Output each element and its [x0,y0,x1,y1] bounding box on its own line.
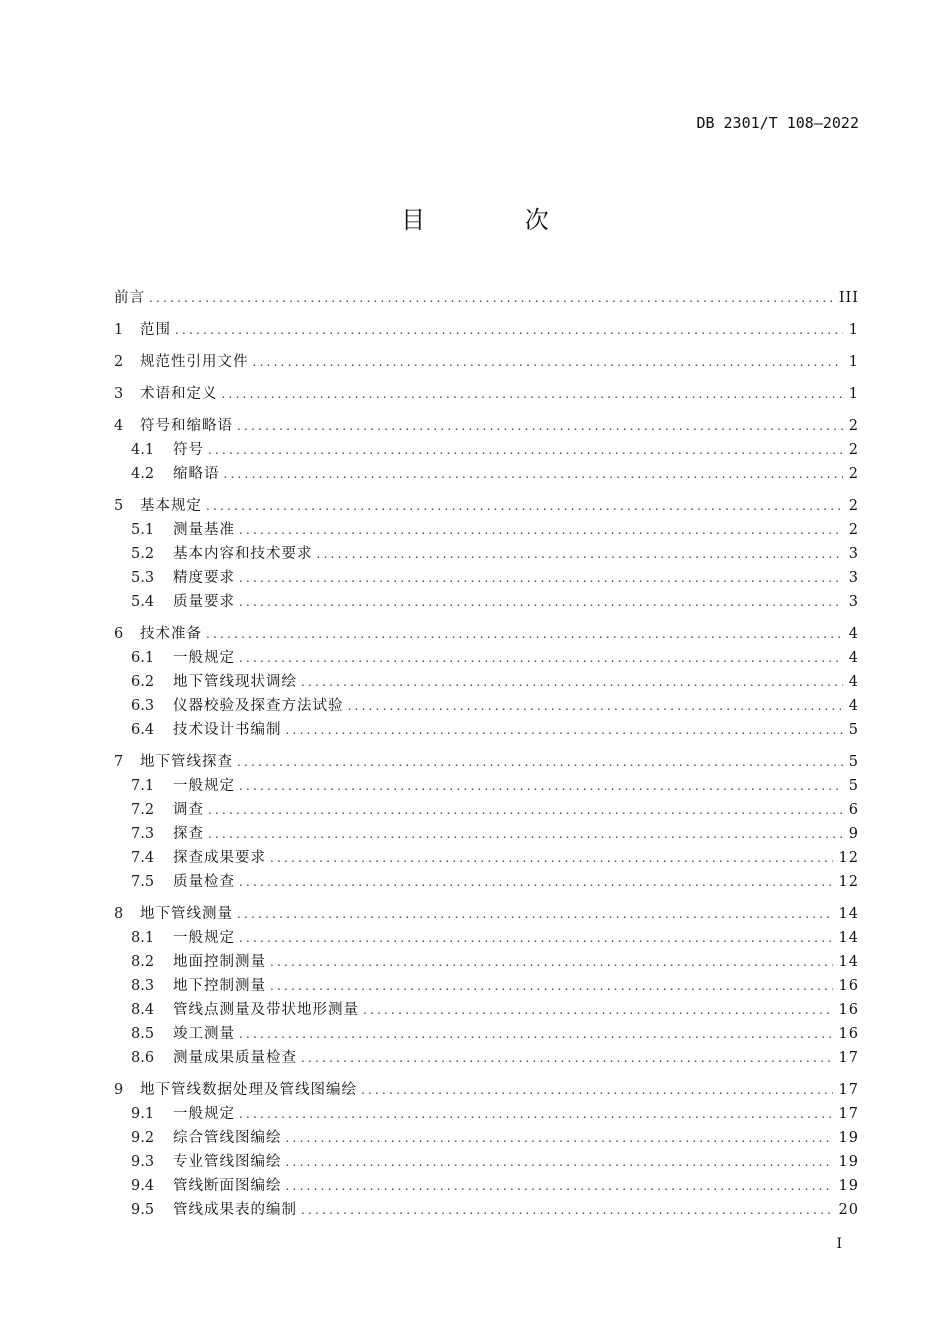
toc-entry-title: 地面控制测量 [173,954,266,970]
page-title: 目 次 [401,206,595,234]
toc-entry[interactable] [114,718,859,742]
toc-leader-dots [286,1150,833,1174]
toc-leader-dots [286,1126,833,1150]
toc-entry-number: 5 [114,498,124,514]
toc-entry-title: 仪器校验及探查方法试验 [173,698,344,714]
toc-entry-page: 19 [838,1130,859,1146]
toc-leader-dots [237,750,843,774]
toc-entry-title: 探查成果要求 [173,850,266,866]
toc-leader-dots [301,1046,833,1070]
toc-leader-dots [301,670,843,694]
toc-entry-page: III [838,290,859,306]
toc-entry-number: 8.3 [131,978,155,994]
toc-entry-title: 探查 [173,826,204,842]
toc-entry[interactable] [114,414,859,438]
toc-entry-page: 12 [838,874,859,890]
toc-leader-dots [206,622,843,646]
toc-entry-number: 8.2 [131,954,155,970]
toc-entry[interactable] [114,950,859,974]
toc-entry-title: 专业管线图编绘 [173,1154,282,1170]
toc-entry[interactable] [114,774,859,798]
toc-leader-dots [222,382,843,406]
toc-leader-dots [361,1078,833,1102]
toc-entry-title: 竣工测量 [173,1026,235,1042]
toc-leader-dots [239,926,833,950]
toc-entry-number: 6.4 [131,722,155,738]
toc-entry[interactable] [114,1102,859,1126]
toc-entry-number: 5.2 [131,546,155,562]
toc-entry-number: 1 [114,322,124,338]
toc-leader-dots [208,822,843,846]
toc-entry-page: 17 [838,1050,859,1066]
toc-entry-number: 5.1 [131,522,155,538]
toc-leader-dots [317,542,843,566]
toc-entry-number: 7.2 [131,802,155,818]
toc-entry[interactable] [114,566,859,590]
toc-leader-dots [224,462,843,486]
toc-entry-title: 术语和定义 [140,386,218,402]
toc-entry-number: 8 [114,906,124,922]
toc-leader-dots [253,350,843,374]
toc-entry[interactable] [114,494,859,518]
toc-entry-title: 质量检查 [173,874,235,890]
standard-code: DB 2301/T 108—2022 [696,114,859,132]
table-of-contents [114,286,859,1222]
toc-entry-page: 17 [838,1106,859,1122]
toc-entry-title: 调查 [173,802,204,818]
toc-entry-page: 2 [848,522,859,538]
toc-entry[interactable] [114,318,859,342]
toc-entry-title: 规范性引用文件 [140,354,249,370]
toc-entry[interactable] [114,902,859,926]
toc-entry[interactable] [114,1126,859,1150]
toc-entry[interactable] [114,670,859,694]
toc-entry-number: 4.1 [131,442,155,458]
toc-entry[interactable] [114,542,859,566]
toc-entry[interactable] [114,974,859,998]
toc-leader-dots [239,774,843,798]
toc-entry-number: 7 [114,754,124,770]
toc-leader-dots [286,1174,833,1198]
toc-leader-dots [239,1102,833,1126]
toc-leader-dots [237,902,833,926]
toc-entry-title: 精度要求 [173,570,235,586]
toc-entry-title: 基本内容和技术要求 [173,546,313,562]
toc-entry-number: 4 [114,418,124,434]
toc-entry-title: 质量要求 [173,594,235,610]
toc-entry-page: 19 [838,1178,859,1194]
toc-entry-title: 地下管线测量 [140,906,233,922]
toc-entry-title: 一般规定 [173,930,235,946]
toc-leader-dots [239,870,833,894]
toc-entry-page: 1 [848,386,859,402]
toc-entry-page: 14 [838,906,859,922]
toc-entry-title: 缩略语 [173,466,220,482]
toc-entry-page: 5 [848,754,859,770]
toc-entry-page: 1 [848,354,859,370]
toc-entry[interactable] [114,286,859,310]
toc-entry-title: 符号和缩略语 [140,418,233,434]
toc-entry-page: 3 [848,546,859,562]
toc-entry-title: 基本规定 [140,498,202,514]
toc-leader-dots [286,718,843,742]
toc-leader-dots [208,438,843,462]
toc-entry-title: 一般规定 [173,778,235,794]
toc-entry-number: 9.2 [131,1130,155,1146]
toc-entry-title: 技术准备 [140,626,202,642]
toc-entry[interactable] [114,382,859,406]
page-number: I [836,1236,842,1252]
toc-leader-dots [363,998,833,1022]
toc-entry-number: 7.4 [131,850,155,866]
toc-leader-dots [270,950,833,974]
toc-entry-page: 16 [838,978,859,994]
toc-entry-number: 6.1 [131,650,155,666]
toc-entry-page: 5 [848,778,859,794]
toc-entry-title: 地下管线数据处理及管线图编绘 [140,1082,357,1098]
toc-entry[interactable] [114,846,859,870]
toc-entry-page: 4 [848,650,859,666]
toc-entry-number: 4.2 [131,466,155,482]
toc-entry-page: 16 [838,1002,859,1018]
toc-leader-dots [270,974,833,998]
toc-entry-title: 符号 [173,442,204,458]
toc-entry-page: 4 [848,626,859,642]
toc-entry-page: 17 [838,1082,859,1098]
toc-entry-number: 8.4 [131,1002,155,1018]
toc-leader-dots [239,646,843,670]
toc-entry-number: 5.3 [131,570,155,586]
toc-entry-page: 2 [848,442,859,458]
toc-leader-dots [239,518,843,542]
toc-entry-title: 一般规定 [173,1106,235,1122]
toc-entry-number: 2 [114,354,124,370]
toc-entry[interactable] [114,1174,859,1198]
toc-entry[interactable] [114,518,859,542]
toc-leader-dots [175,318,843,342]
toc-entry[interactable] [114,798,859,822]
toc-entry-page: 6 [848,802,859,818]
toc-entry-number: 3 [114,386,124,402]
toc-entry-number: 8.5 [131,1026,155,1042]
toc-entry[interactable] [114,350,859,374]
toc-leader-dots [237,414,843,438]
toc-entry-number: 9.1 [131,1106,155,1122]
toc-entry-title: 前言 [114,290,145,306]
toc-leader-dots [348,694,843,718]
toc-entry-number: 9 [114,1082,124,1098]
toc-entry[interactable] [114,646,859,670]
toc-entry[interactable] [114,998,859,1022]
toc-leader-dots [208,798,843,822]
toc-leader-dots [149,286,833,310]
toc-entry[interactable] [114,870,859,894]
toc-entry-page: 19 [838,1154,859,1170]
toc-entry[interactable] [114,622,859,646]
toc-entry-number: 7.5 [131,874,155,890]
toc-entry[interactable] [114,822,859,846]
toc-entry[interactable] [114,1078,859,1102]
toc-entry-page: 14 [838,954,859,970]
toc-entry-page: 2 [848,498,859,514]
toc-entry[interactable] [114,462,859,486]
toc-entry-page: 2 [848,418,859,434]
toc-entry-number: 6.2 [131,674,155,690]
toc-entry-number: 5.4 [131,594,155,610]
toc-entry-title: 管线成果表的编制 [173,1202,297,1218]
toc-entry-title: 地下管线探查 [140,754,233,770]
toc-entry-number: 6.3 [131,698,155,714]
toc-leader-dots [206,494,843,518]
toc-entry-title: 管线点测量及带状地形测量 [173,1002,359,1018]
toc-entry-page: 4 [848,698,859,714]
toc-entry-number: 8.1 [131,930,155,946]
toc-leader-dots [239,1022,833,1046]
toc-entry-page: 3 [848,570,859,586]
toc-entry[interactable] [114,1198,859,1222]
toc-entry-page: 5 [848,722,859,738]
toc-entry-number: 7.1 [131,778,155,794]
toc-entry-page: 20 [838,1202,859,1218]
toc-entry-page: 14 [838,930,859,946]
toc-entry-page: 4 [848,674,859,690]
toc-entry-title: 测量基准 [173,522,235,538]
toc-entry-number: 9.4 [131,1178,155,1194]
toc-entry[interactable] [114,926,859,950]
toc-entry-title: 一般规定 [173,650,235,666]
toc-entry-title: 测量成果质量检查 [173,1050,297,1066]
toc-entry[interactable] [114,590,859,614]
toc-entry-title: 技术设计书编制 [173,722,282,738]
toc-entry-page: 2 [848,466,859,482]
toc-entry-number: 9.3 [131,1154,155,1170]
toc-entry-number: 6 [114,626,124,642]
toc-entry-page: 16 [838,1026,859,1042]
toc-entry-page: 3 [848,594,859,610]
toc-entry-page: 1 [848,322,859,338]
toc-entry-number: 7.3 [131,826,155,842]
toc-entry[interactable] [114,1022,859,1046]
toc-leader-dots [239,590,843,614]
toc-entry-number: 8.6 [131,1050,155,1066]
toc-entry[interactable] [114,438,859,462]
toc-leader-dots [270,846,833,870]
toc-leader-dots [239,566,843,590]
toc-entry-title: 综合管线图编绘 [173,1130,282,1146]
toc-entry-page: 9 [848,826,859,842]
toc-entry[interactable] [114,694,859,718]
toc-entry-title: 地下管线现状调绘 [173,674,297,690]
toc-entry-page: 12 [838,850,859,866]
toc-entry[interactable] [114,750,859,774]
toc-entry-title: 范围 [140,322,171,338]
toc-entry[interactable] [114,1046,859,1070]
toc-leader-dots [301,1198,833,1222]
toc-entry[interactable] [114,1150,859,1174]
toc-entry-title: 管线断面图编绘 [173,1178,282,1194]
toc-entry-title: 地下控制测量 [173,978,266,994]
toc-entry-number: 9.5 [131,1202,155,1218]
